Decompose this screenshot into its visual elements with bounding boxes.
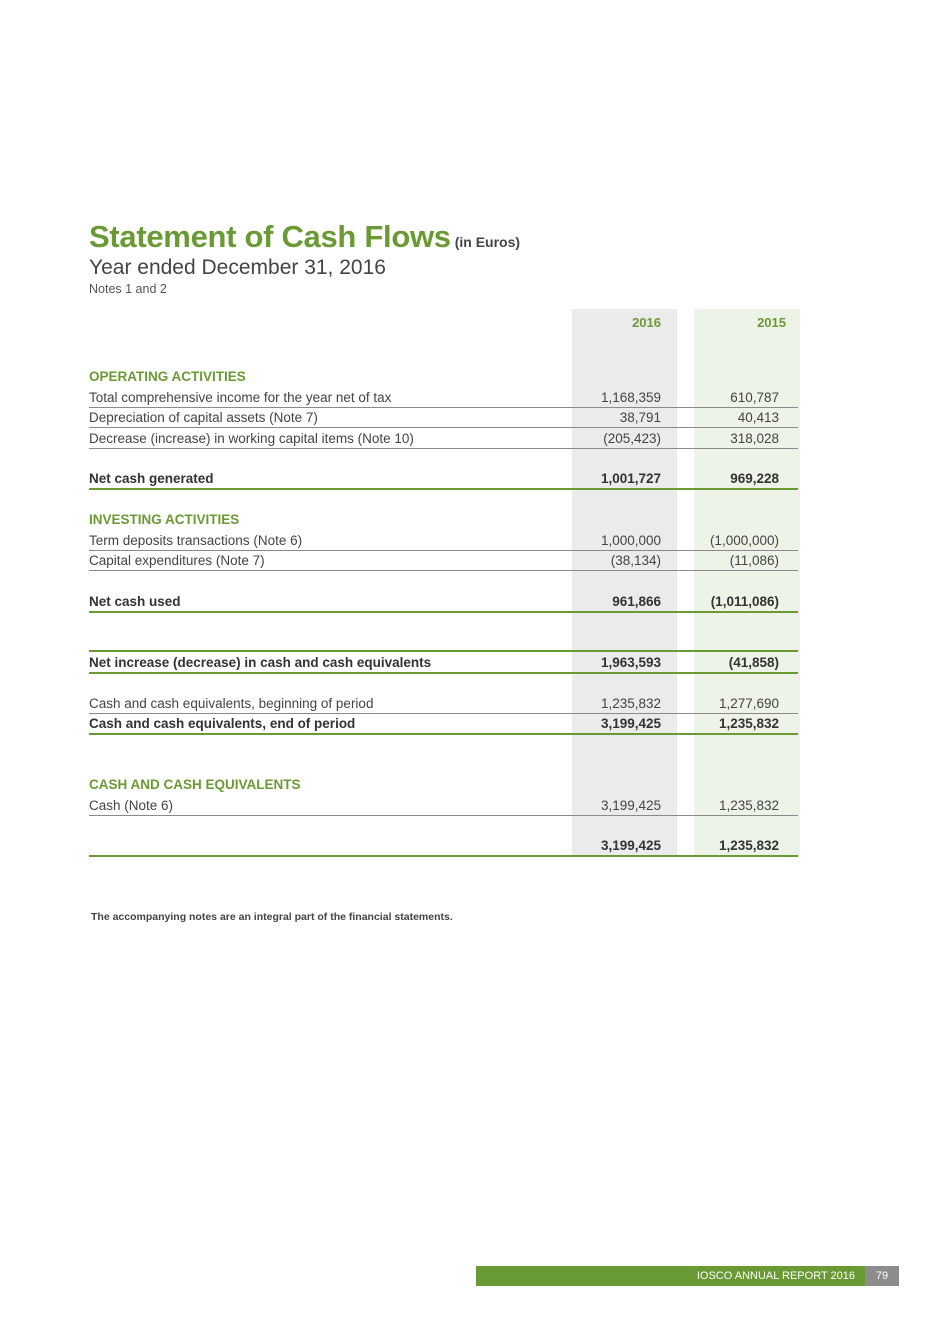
notes-reference: Notes 1 and 2 bbox=[89, 282, 167, 296]
value-2015: (1,000,000) bbox=[709, 533, 779, 548]
column-header-2016: 2016 bbox=[632, 315, 661, 330]
row-label: Total comprehensive income for the year net of tax bbox=[89, 390, 392, 405]
footer-bar bbox=[476, 1266, 865, 1286]
value-2016: 1,000,000 bbox=[600, 533, 661, 548]
page-number: 79 bbox=[865, 1266, 899, 1286]
title-text: Statement of Cash Flows bbox=[89, 219, 451, 254]
value-2016: 1,963,593 bbox=[600, 655, 661, 670]
value-2015: 1,235,832 bbox=[718, 838, 779, 853]
table-row bbox=[89, 550, 798, 571]
column-header-2015: 2015 bbox=[757, 315, 786, 330]
table-row bbox=[89, 407, 798, 428]
row-label: Capital expenditures (Note 7) bbox=[89, 553, 265, 568]
section-heading-operating: OPERATING ACTIVITIES bbox=[89, 369, 246, 384]
total-row-net-increase bbox=[89, 650, 798, 674]
row-label: Cash and cash equivalents, beginning of period bbox=[89, 696, 374, 711]
value-2016: 1,168,359 bbox=[600, 390, 661, 405]
value-2015: 40,413 bbox=[737, 410, 779, 425]
value-2016: 38,791 bbox=[619, 410, 661, 425]
row-label: Net increase (decrease) in cash and cash equivalents bbox=[89, 655, 432, 670]
title-unit: (in Euros) bbox=[454, 234, 521, 250]
row-label: Cash (Note 6) bbox=[89, 798, 174, 813]
footer-report-title: IOSCO ANNUAL REPORT 2016 bbox=[696, 1270, 855, 1282]
value-2015: 318,028 bbox=[730, 431, 779, 446]
row-label: Depreciation of capital assets (Note 7) bbox=[89, 410, 318, 425]
row-label: Net cash generated bbox=[89, 471, 214, 486]
table-row bbox=[89, 693, 798, 714]
section-heading-cash: CASH AND CASH EQUIVALENTS bbox=[89, 777, 301, 792]
section-heading-investing: INVESTING ACTIVITIES bbox=[89, 512, 240, 527]
value-2016: (205,423) bbox=[603, 431, 661, 446]
value-2015: 969,228 bbox=[730, 471, 779, 486]
value-2016: 3,199,425 bbox=[600, 716, 661, 731]
value-2015: (11,086) bbox=[729, 553, 779, 568]
table-row bbox=[89, 387, 798, 408]
value-2016: 961,866 bbox=[612, 594, 661, 609]
table-row bbox=[89, 795, 798, 816]
value-2016: (38,134) bbox=[610, 553, 661, 568]
page-title bbox=[89, 219, 520, 255]
value-2015: 1,235,832 bbox=[718, 798, 779, 813]
total-row-net-cash-used bbox=[89, 591, 798, 613]
total-row-net-cash-generated bbox=[89, 468, 798, 490]
total-row-cash bbox=[89, 835, 798, 857]
value-2016: 1,235,832 bbox=[600, 696, 661, 711]
row-label: Net cash used bbox=[89, 594, 181, 609]
value-2015: (1,011,086) bbox=[710, 594, 779, 609]
row-label: Decrease (increase) in working capital items (Note 10) bbox=[89, 431, 414, 446]
value-2016: 3,199,425 bbox=[600, 838, 661, 853]
page-subtitle: Year ended December 31, 2016 bbox=[89, 256, 386, 279]
value-2016: 3,199,425 bbox=[600, 798, 661, 813]
row-label: Term deposits transactions (Note 6) bbox=[89, 533, 303, 548]
value-2015: 1,235,832 bbox=[718, 716, 779, 731]
total-row-end-of-period bbox=[89, 713, 798, 735]
value-2015: (41,858) bbox=[728, 655, 779, 670]
value-2015: 1,277,690 bbox=[718, 696, 779, 711]
table-row bbox=[89, 428, 798, 449]
footnote: The accompanying notes are an integral part of the financial statements. bbox=[91, 911, 453, 923]
value-2016: 1,001,727 bbox=[600, 471, 661, 486]
table-row bbox=[89, 530, 798, 551]
value-2015: 610,787 bbox=[730, 390, 779, 405]
row-label: Cash and cash equivalents, end of period bbox=[89, 716, 356, 731]
